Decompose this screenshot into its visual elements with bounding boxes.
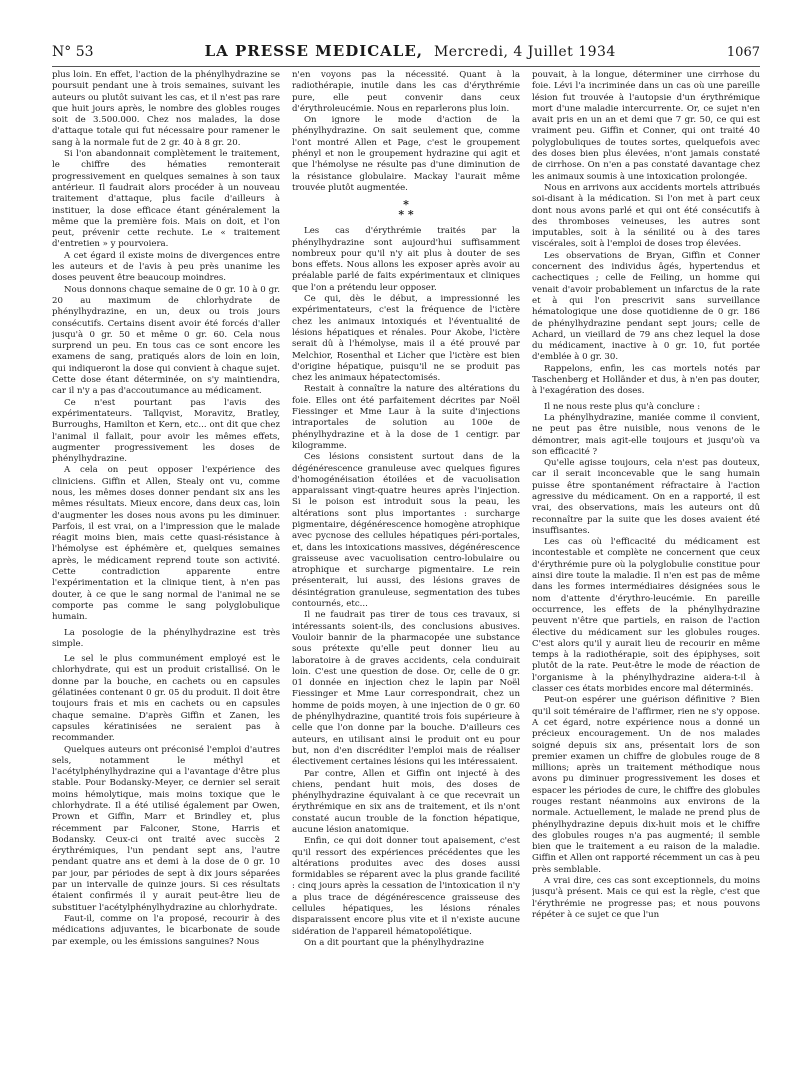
paragraph: Peut-on espérer une guérison définitive ? Bien qu'il soit téméraire de l'affirmer, rien ne s'y oppose. A cet égard, notre expérience nous a donné un précieux encouragement. Un de nos malades soigné depuis six ans, présentait lors de son premier examen un chiffre de globules rouge de 8 millions; après un traitement méthodique nous avons pu diminuer progressivement les doses et espacer les périodes de cure, le chiffre des globules rouges restant néanmoins aux environs de la normale. Actuellement, le malade ne prend plus de phénylhydrazine depuis dix-huit mois et le chiffre des globules rouges n'a pas augmenté; il semble bien que le traitement a eu raison de la maladie. Giffin et Allen ont rapporté récemment un cas à peu près semblable. [532,695,760,875]
paragraph: A cela on peut opposer l'expérience des cliniciens. Giffin et Allen, Stealy ont vu, comme nous, les mêmes doses donner pendant six ans les mêmes résultats. Mieux encore, dans deux cas, loin d'augmenter les doses nous avons pu les diminuer. Parfois, il est vrai, on a l'impression que le malade réagit moins bien, mais cette quasi-résistance à l'hémolyse est éphémère et, quelques semaines après, le médicament reprend toute son activité. Cette contradiction apparente entre l'expérimentation et la clinique tient, à n'en pas douter, à ce que le sang normal de l'animal ne se comporte pas comme le sang polyglobulique humain. [52,465,280,623]
paragraph: plus loin. En effet, l'action de la phénylhydrazine se poursuit pendant une à trois semaines, suivant les auteurs ou plutôt suivant les cas, et il n'est pas rare que huit jours après, le nombre des globles rouges soit de 3.500.000. Chez nos malades, la dose d'attaque totale qui fut nécessaire pour ramener le sang à la normale fut de 2 gr. 40 à 8 gr. 20. [52,70,280,148]
paragraph: Qu'elle agisse toujours, cela n'est pas douteux, car il serait inconcevable que le sang humain puisse être spontanément réfractaire à l'action agressive du médicament. On en a rapporté, il est vrai, des observations, mais les auteurs ont dû reconnaître par la suite que les doses avaient été insuffisantes. [532,458,760,536]
issue-date: Mercredi, 4 Juillet 1934 [433,44,616,60]
paragraph: Rappelons, enfin, les cas mortels notés par Taschenberg et Holländer et dus, à n'en pas douter, à l'exagération des doses. [532,363,760,397]
separator-star: * [403,198,409,212]
paragraph: pouvait, à la longue, déterminer une cirrhose du foie. Lévi l'a incriminée dans un cas où une pareille lésion fut trouvée à l'autopsie d'un érythrémique mort d'une maladie intercurrente. Or, ce sujet n'en avait pris en un an et demi que 7 gr. 50, ce qui est vraiment peu. Giffin et Conner, qui ont traité 40 polyglobuliques de toutes sortes, quelquefois avec des doses bien plus élevées, n'ont jamais constaté de cirrhose. On n'en a pas constaté davantage chez les animaux soumis à une intoxication prolongée. [532,70,760,182]
paragraph: La posologie de la phénylhydrazine est très simple. [52,627,280,649]
paragraph: Restait à connaître la nature des altérations du foie. Elles ont été parfaitement décrites par Noël Fiessinger et Mme Laur à la suite d'injections intraportales de solution au 100e de phénylhydrazine et à la dose de 1 centigr. par kilogramme. [292,384,520,451]
paragraph: Enfin, ce qui doit donner tout apaisement, c'est qu'il ressort des expériences précédentes que les altérations produites avec des doses aussi formidables se réparent avec la plus grande facilité : cinq jours après la cessation de l'intoxication il n'y a plus trace de dégénérescence graisseuse des cellules hépatiques, les lésions rénales disparaissent encore plus vite et il n'existe aucune sidération de l'appareil hématopoïétique. [292,836,520,937]
paragraph: Le sel le plus communément employé est le chlorhydrate, qui est un produit cristallisé. On le donne par la bouche, en cachets ou en capsules gélatinées contenant 0 gr. 05 du produit. Il doit être toujours frais et mis en cachets ou en capsules chaque semaine. D'après Giffin et Zanen, les capsules kératinisées ne seraient pas à recommander. [52,654,280,744]
paragraph: A vrai dire, ces cas sont exceptionnels, du moins jusqu'à présent. Mais ce qui est la règle, c'est que l'érythrémie ne progresse pas; et nous pouvons répéter à ce sujet ce que l'un [532,876,760,920]
journal-name: LA PRESSE MEDICALE, [204,42,423,60]
paragraph: Si l'on abandonnait complètement le traitement, le chiffre des hématies remonterait progressivement en quelques semaines à son taux antérieur. Il faudrait alors procéder à un nouveau traitement d'attaque, plus facile d'ailleurs à instituer, la dose efficace étant généralement la même que la première fois. Mais on doit, et l'on peut, prévenir cette rechute. Le « traitement d'entretien » y pourvoiera. [52,149,280,250]
page-number: 1067 [726,45,760,60]
paragraph: Faut-il, comme on l'a proposé, recourir à des médications adjuvantes, le bicarbonate de soude par exemple, ou les émissions sanguines? Nous [52,913,280,947]
paragraph: On ignore le mode d'action de la phénylhydrazine. On sait seulement que, comme l'ont montré Allen et Page, c'est le groupement phényl et non le groupement hydrazine qui agit et que l'hémolyse ne résulte pas d'une diminution de la résistance globulaire. Mackay l'aurait même trouvée plutôt augmentée. [292,115,520,193]
running-title [205,42,616,60]
paragraph: Les cas d'érythrémie traités par la phénylhydrazine sont aujourd'hui suffisamment nombreux pour qu'il n'y ait plus à douter de ses bons effets. Nous allons les exposer après avoir au préalable parlé de faits expérimentaux et cliniques que l'on a prétendu leur opposer. [292,226,520,293]
issue-number: N° 53 [52,44,94,60]
paragraph: Les cas où l'efficacité du médicament est incontestable et complète ne concernent que ceux d'érythrémie pure où la polyglobulie constitue pour ainsi dire toute la maladie. Il n'en est pas de même dans les formes intermédiaires désignées sous le nom d'attente d'érythro-leucémie. En pareille occurrence, les effets de la phénylhydrazine peuvent n'être que partiels, en raison de l'action élective du médicament sur les globules rouges. C'est alors qu'il y aurait lieu de recourir en même temps à la radiothérapie, soit des épiphyses, soit plutôt de la rate. Peut-être le mode de réaction de l'organisme à la phénylhydrazine aidera-t-il à classer ces états morbides encore mal déterminés. [532,537,760,695]
separator-stars: * * [398,208,414,222]
column-3 [532,70,760,1074]
paragraph: Les observations de Bryan, Giffin et Conner concernent des individus âgés, hypertendus et cachectiques ; celle de Feiling, un homme qui venait d'avoir probablement un infarctus de la rate et à qui l'on prescrivit sans surveillance hématologique une dose quotidienne de 0 gr. 186 de phénylhydrazine pendant sept jours; celle de Achard, un vieillard de 79 ans chez lequel la dose du médicament, inactive à 0 gr. 10, fut portée d'emblée à 0 gr. 30. [532,250,760,363]
paragraph: Il ne faudrait pas tirer de tous ces travaux, si intéressants soient-ils, des conclusions abusives. Vouloir bannir de la pharmacopée une substance sous prétexte qu'elle peut donner lieu au laboratoire à de graves accidents, cela conduirait loin. C'est une question de dose. Or, celle de 0 gr. 01 donnée en injection chez le lapin par Noël Fiessinger et Mme Laur correspondrait, chez un homme de poids moyen, à une injection de 0 gr. 60 de phénylhydrazine, quantité trois fois supérieure à celle que l'on donne par la bouche. D'ailleurs ces auteurs, en utilisant ainsi le produit ont eu pour but, non d'en discréditer l'emploi mais de réaliser électivement certaines lésions qui les intéressaient. [292,610,520,768]
paragraph: Ces lésions consistent surtout dans de la dégénérescence granuleuse avec quelques figures d'homogénéisation étoilées et de vacuolisation apparaissant vingt-quatre heures après l'injection. Si le poison est introduit sous la peau, les altérations sont plus importantes : surcharge pigmentaire, dégénérescence homogène atrophique avec pycnose des cellules hépatiques péri-portales, et, dans les intoxications massives, dégénérescence graisseuse avec vacuolisation centro-lobulaire ou atrophique et surcharge pigmentaire. Le rein présenterait, lui aussi, des lésions graves de désintégration granuleuse, segmentation des tubes contournés, etc... [292,452,520,610]
paragraph: Ce n'est pourtant pas l'avis des expérimentateurs. Tallqvist, Moravitz, Bratley, Burroughs, Hamilton et Kern, etc... ont dit que chez l'animal il fallait, pour avoir les mêmes effets, augmenter progressivement les doses de phénylhydrazine. [52,397,280,465]
paragraph: Ce qui, dès le début, a impressionné les expérimentateurs, c'est la fréquence de l'ictère chez les animaux intoxiqués et l'éventualité de lésions hépatiques et rénales. Pour Akobe, l'ictère serait dû à l'hémolyse, mais il a été prouvé par Melchior, Rosenthal et Licher que l'ictère est bien d'origine hépatique, puisqu'il ne se produit pas chez les animaux hépatectomisés. [292,294,520,384]
paragraph: n'en voyons pas la nécessité. Quant à la radiothérapie, inutile dans les cas d'érythrémie pure, elle peut convenir dans ceux d'érythroleucémie. Nous en reparlerons plus loin. [292,70,520,114]
paragraph: Nous en arrivons aux accidents mortels attribués soi-disant à la médication. Si l'on met à part ceux dont nous avons parlé et qui ont été consécutifs à des thromboses veineuses, les autres sont imputables, soit à la sénilité ou à des tares viscérales, soit à l'emploi de doses trop élevées. [532,182,760,250]
paragraph: A cet égard il existe moins de divergences entre les auteurs et de l'avis à peu près unanime les doses peuvent être beaucoup moindres. [52,250,280,284]
paragraph: Nous donnons chaque semaine de 0 gr. 10 à 0 gr. 20 au maximum de chlorhydrate de phénylhydrazine, en un, deux ou trois jours consécutifs. Certains disent avoir été forcés d'aller jusqu'à 0 gr. 50 et même 0 gr. 60. Cela nous surprend un peu. En tous cas ce sont encore les examens de sang, pratiqués alors de loin en loin, qui indiqueront la dose qui convient à chaque sujet. Cette dose étant déterminée, on s'y maintiendra, car il n'y a pas d'accoutumance au médicament. [52,284,280,397]
page-header [52,42,760,67]
column-1 [52,70,280,1074]
section-separator [292,200,520,220]
column-2 [292,70,520,1074]
paragraph: Par contre, Allen et Giffin ont injecté à des chiens, pendant huit mois, des doses de phénylhydrazine équivalant à ce que recevrait un érythrémique en six ans de traitement, et ils n'ont constaté aucun trouble de la fonction hépatique, aucune lésion anatomique. [292,768,520,835]
paragraph: On a dit pourtant que la phénylhydrazine [304,937,484,948]
paragraph: La phénylhydrazine, maniée comme il convient, ne peut pas être nuisible, nous venons de le démontrer, mais agit-elle toujours et jusqu'où va son efficacité ? [532,412,760,457]
paragraph: Il ne nous reste plus qu'à conclure : [544,401,701,412]
article-body [52,70,760,1074]
paragraph: Quelques auteurs ont préconisé l'emploi d'autres sels, notamment le méthyl et l'acétylphénylhydrazine qui a l'avantage d'être plus stable. Pour Bodansky-Meyer, ce dernier sel serait moins hémolytique, mais moins toxique que le chlorhydrate. Il a été utilisé également par Owen, Prown et Giffin, Marr et Brindley et, plus récemment par Falconer, Stone, Harris et Bodansky. Ceux-ci ont traité avec succès 2 érythrémiques, l'un pendant sept ans, l'autre pendant quatre ans et demi à la dose de 0 gr. 10 par jour, par périodes de sept à dix jours séparées par un intervalle de quinze jours. Si ces résultats étaient confirmés il y aurait peut-être lieu de substituer l'acétylphénylhydrazine au chlorhydrate. [52,744,280,913]
